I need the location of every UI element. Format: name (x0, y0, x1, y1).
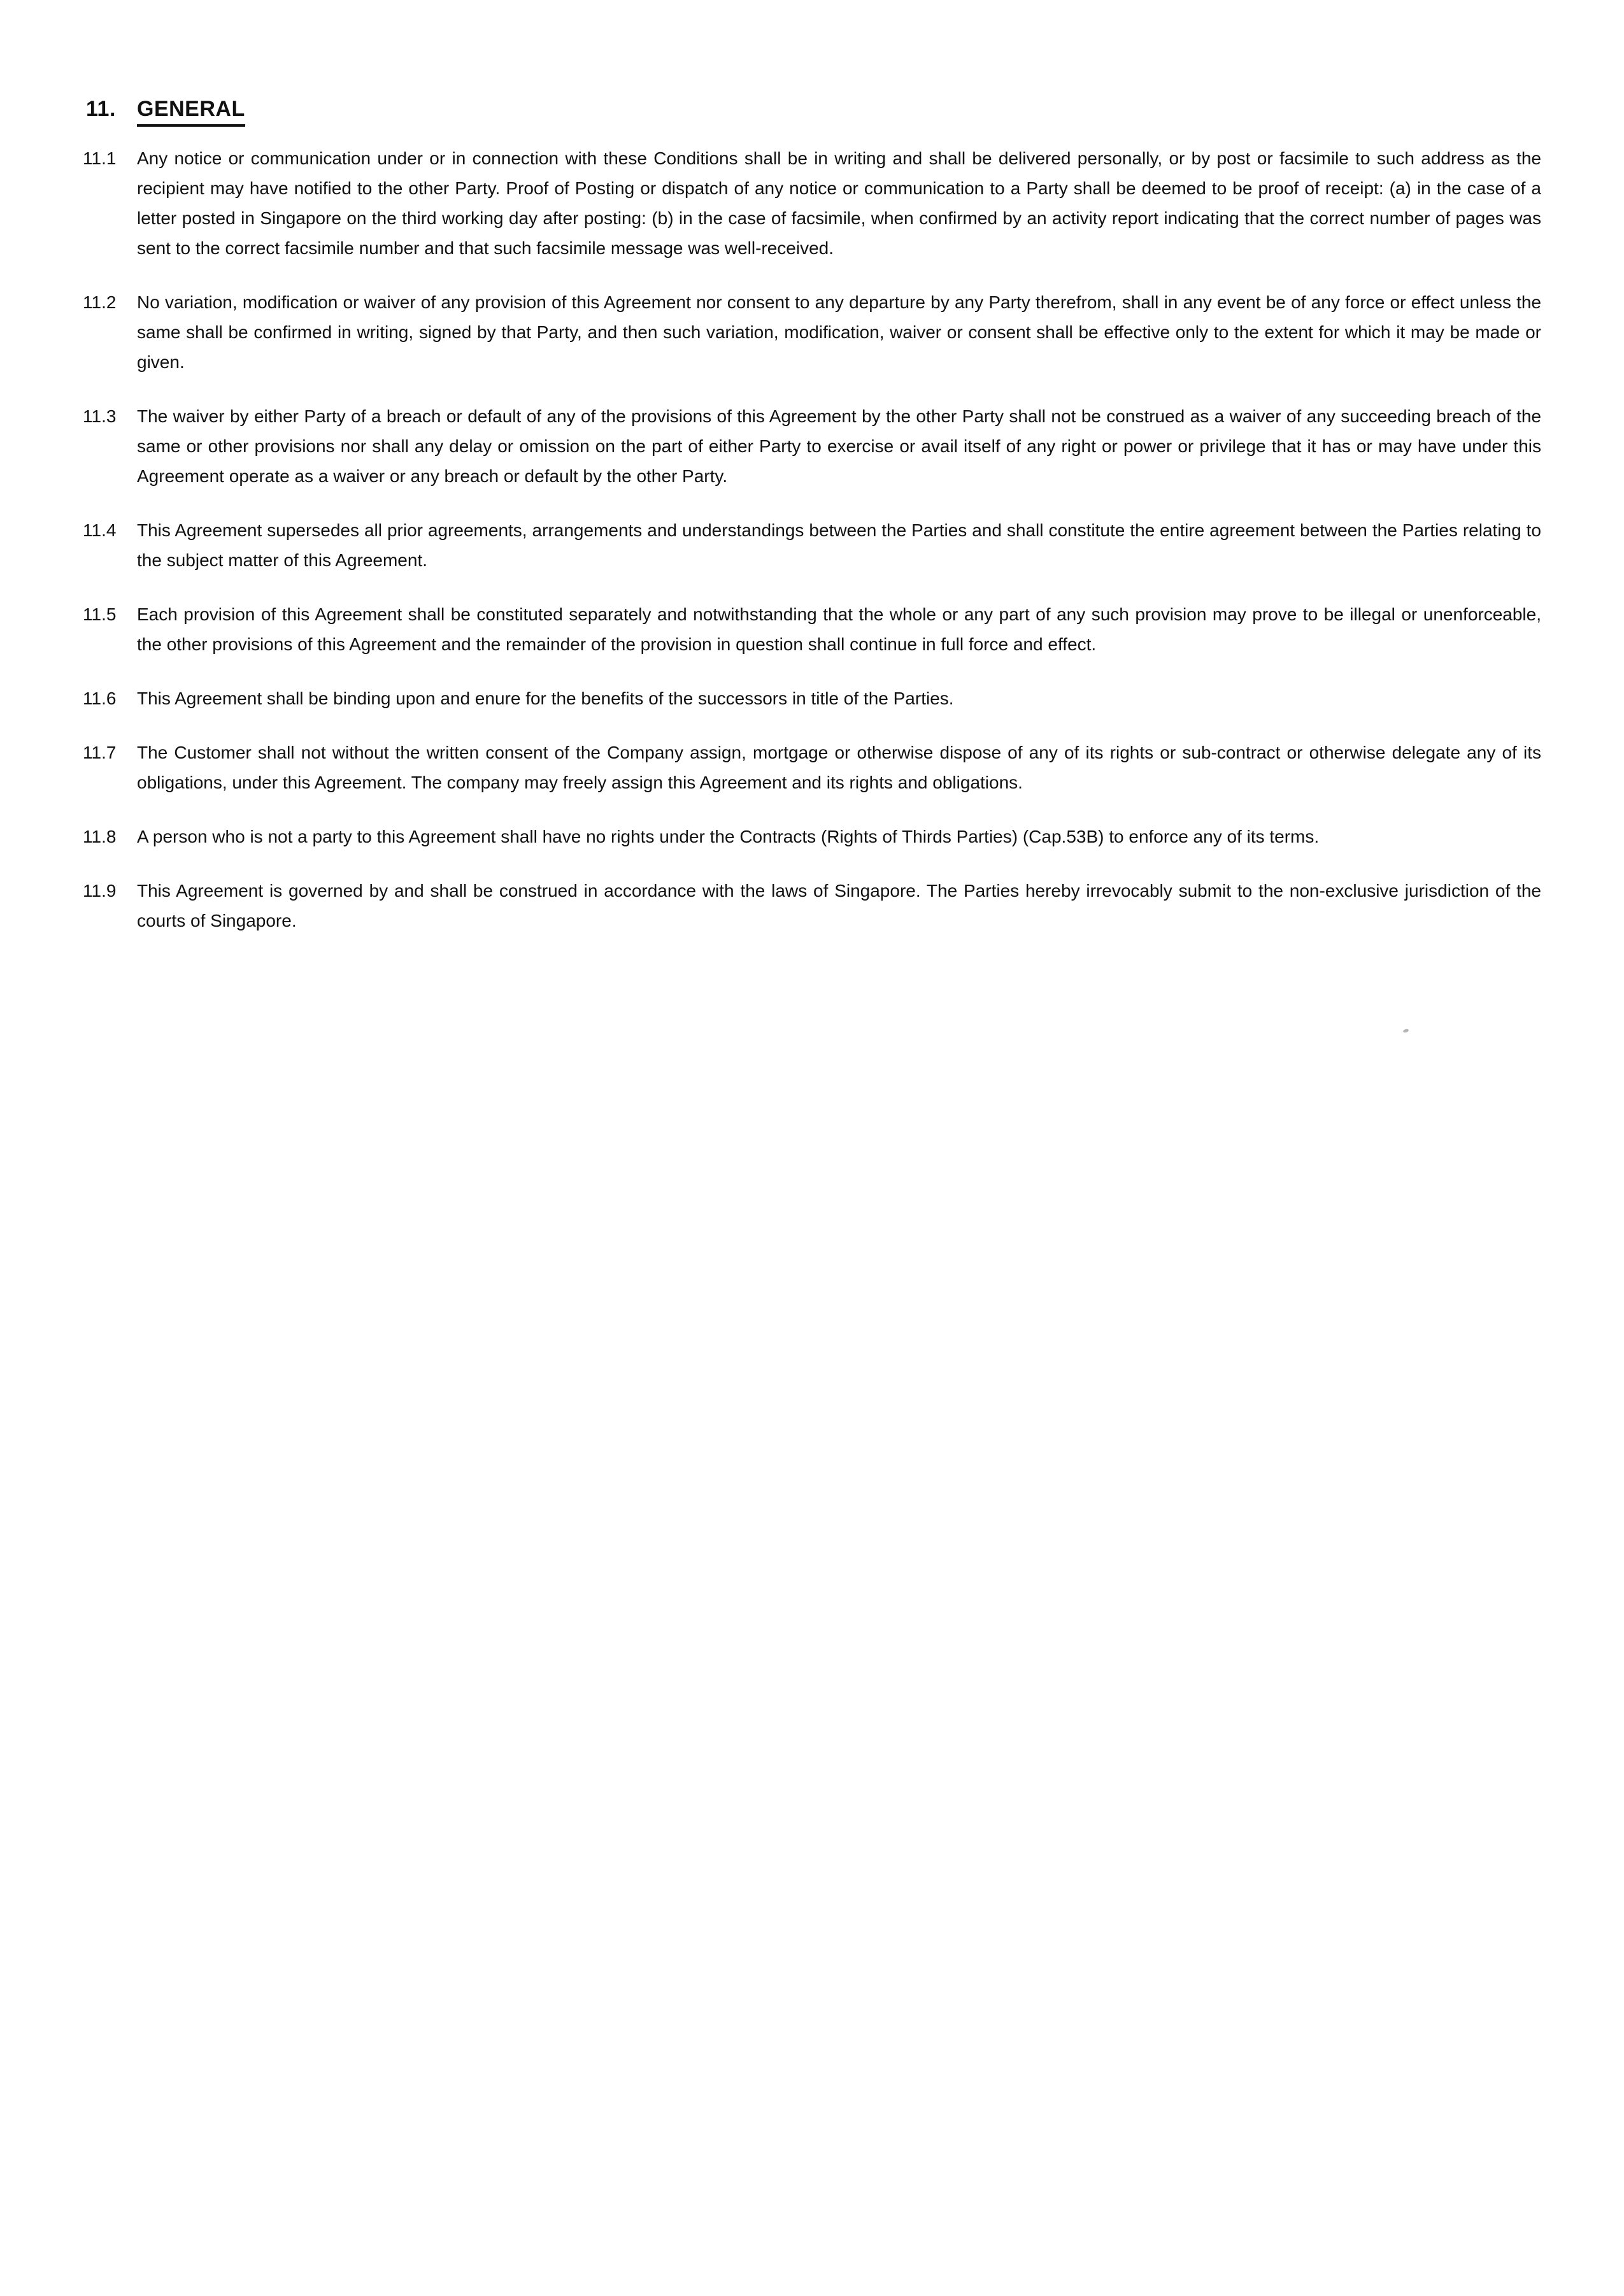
clause-text: Each provision of this Agreement shall be constituted separately and notwithstanding that the whole or any part of any such provision may prove to be illegal or unenforceable, the other provisions of this Agreement and the remainder of the provision in question shall continue in full force and effect. (137, 604, 1541, 654)
clause-number: 11.2 (83, 292, 117, 312)
clause-text: Any notice or communication under or in connection with these Conditions shall be in writing and shall be delivered personally, or by post or facsimile to such address as the recipient may have notified to the other Party. Proof of Posting or dispatch of any notice or communication to a Party shall be deemed to be proof of receipt: (a) in the case of a letter posted in Singapore on the third working day after posting: (b) in the case of facsimile, when confirmed by an activity report indicating that the correct number of pages was sent to the correct facsimile number and that such facsimile message was well-received. (137, 148, 1541, 258)
clause-row (83, 143, 1541, 263)
clause-number: 11.9 (83, 881, 117, 901)
clause-number: 11.6 (83, 688, 117, 708)
section-header (83, 96, 1541, 127)
clause-text: A person who is not a party to this Agreement shall have no rights under the Contracts (Rights of Thirds Parties) (Cap.53B) to enforce any of its terms. (137, 827, 1320, 846)
clause-text: This Agreement supersedes all prior agreements, arrangements and understandings between the Parties and shall constitute the entire agreement between the Parties relating to the subject matter of this Agreement. (137, 520, 1541, 570)
scan-artifact-speck (1402, 1029, 1409, 1034)
clause-number: 11.8 (83, 827, 117, 846)
clause-row (83, 515, 1541, 575)
clause-list (83, 143, 1541, 936)
clause-text: The waiver by either Party of a breach or default of any of the provisions of this Agreement by the other Party shall not be construed as a waiver of any succeeding breach of the same or other provisions nor shall any delay or omission on the part of either Party to exercise or avail itself of any right or power or privilege that it has or may have under this Agreement operate as a waiver or any breach or default by the other Party. (137, 406, 1541, 486)
clause-number: 11.5 (83, 604, 117, 624)
section-number: 11. (86, 97, 116, 121)
clause-row (83, 683, 1541, 713)
clause-row (83, 287, 1541, 377)
clause-row (83, 401, 1541, 491)
clause-number: 11.4 (83, 520, 117, 540)
clause-text: This Agreement shall be binding upon and enure for the benefits of the successors in title of the Parties. (137, 688, 954, 708)
clause-row (83, 876, 1541, 936)
section-title: GENERAL (137, 96, 245, 127)
clause-row (83, 738, 1541, 797)
clause-number: 11.7 (83, 743, 117, 762)
clause-number: 11.3 (83, 406, 117, 426)
clause-text: No variation, modification or waiver of any provision of this Agreement nor consent to any departure by any Party therefrom, shall in any event be of any force or effect unless the same shall be confirmed in writing, signed by that Party, and then such variation, modification, waiver or consent shall be effective only to the extent for which it may be made or given. (137, 292, 1541, 372)
clause-row (83, 599, 1541, 659)
clause-number: 11.1 (83, 148, 117, 168)
clause-row (83, 822, 1541, 852)
clause-text: The Customer shall not without the written consent of the Company assign, mortgage or otherwise dispose of any of its rights or sub-contract or otherwise delegate any of its obligations, under this Agreement. The company may freely assign this Agreement and its rights and obligations. (137, 743, 1541, 792)
clause-text: This Agreement is governed by and shall be construed in accordance with the laws of Singapore. The Parties hereby irrevocably submit to the non-exclusive jurisdiction of the courts of Singapore. (137, 881, 1541, 931)
